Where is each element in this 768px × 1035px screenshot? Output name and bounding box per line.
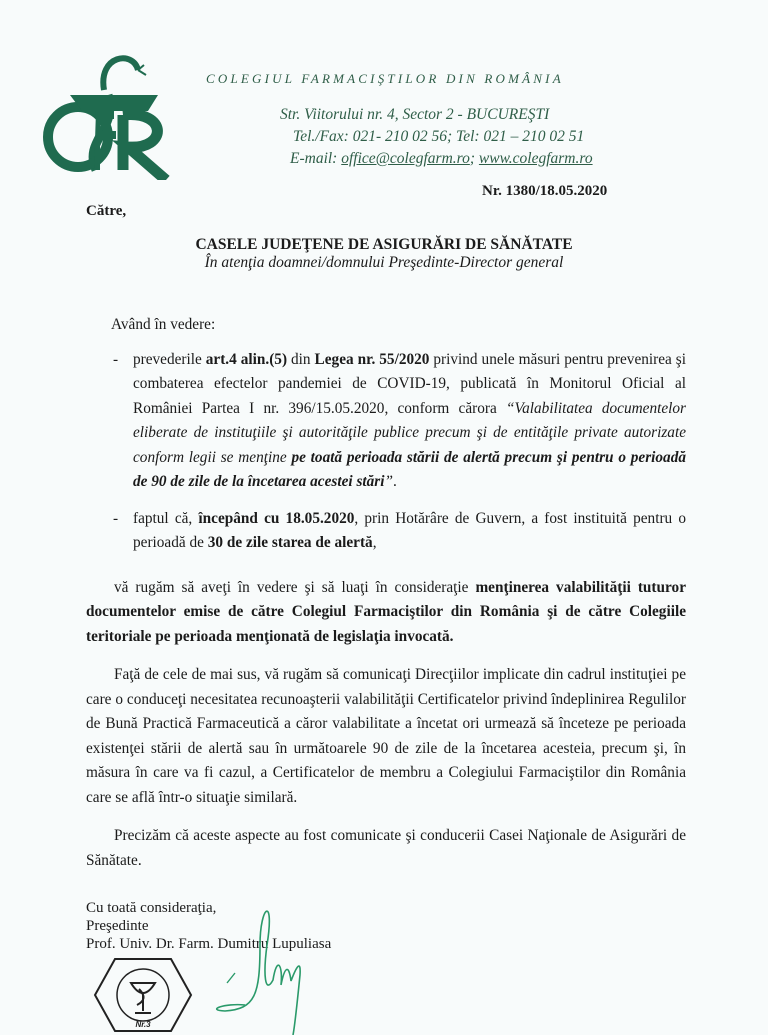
document-number: Nr. 1380/18.05.2020: [482, 183, 608, 199]
text-segment: pe toată perioada stării de alertă precum şi pentru o perioadă de 90 de zile de la încetarea acestei stări: [133, 448, 686, 490]
text-segment: ”: [384, 473, 394, 490]
stamp-number: Nr.3: [135, 1020, 151, 1029]
text-segment: ,: [372, 534, 377, 551]
recipient: CASELE JUDEŢENE DE ASIGURĂRI DE SĂNĂTATE: [195, 236, 573, 253]
signature: [205, 885, 315, 1035]
bullet-item-2: [113, 507, 686, 556]
attention-line: În atenţia doamnei/domnului Preşedinte-Director general: [204, 254, 564, 271]
text-segment: “Valabilitatea documentelor eliberate de instituţiile şi autorităţile publice precum şi de entităţile private autorizate conform legii se menţine: [133, 399, 686, 466]
organization-name: COLEGIUL FARMACIŞTILOR DIN ROMÂNIA: [206, 71, 564, 86]
bullet-dash: -: [113, 350, 119, 368]
text-segment: prevederile: [133, 350, 206, 368]
bullet-text: [133, 348, 686, 495]
text-segment: privind unele măsuri pentru prevenirea şi combaterea efectelor pandemiei de COVID-19, publicată în Monitorul Oficial al României Partea I nr. 396/15.05.2020, conform cărora: [133, 350, 686, 417]
text-segment: începând cu 18.05.2020: [198, 509, 355, 527]
signer-title: Preşedinte: [86, 918, 149, 934]
request-paragraph: [86, 576, 686, 650]
bullet-item-1: [113, 348, 686, 495]
text-segment: menţinerea valabilităţii tuturor documentelor emise de către Colegiul Farmaciştilor din România şi de către Colegiile teritoriale pe perioada menţionată de legislaţia invocată.: [86, 578, 686, 645]
closing: Cu toată consideraţia,: [86, 900, 217, 916]
website-link[interactable]: www.colegfarm.ro: [478, 150, 593, 167]
text-segment: art.4 alin.(5): [205, 350, 288, 368]
closing-block: [86, 899, 686, 1035]
bullet-text: [133, 507, 686, 556]
email-link[interactable]: office@colegfarm.ro: [341, 150, 470, 167]
paragraph-2: Faţă de cele de mai sus, vă rugăm să comunicaţi Direcţiilor implicate din cadrul instituţiei pe care o conduceţi necesitatea recunoaşterii valabilităţii Certificatelor privind îndeplinirea Regulilor de Bună Practică Farmaceutică a căror valabilitate a încetat ori urmează să înceteze pe perioada existenţei stării de alertă sau în următoarele 90 de zile de la încetarea acesteia, precum şi, în măsura în care va fi cazul, a Certificatelor de membru a Colegiului Farmaciştilor din România care se află într-o situaţie similară.: [86, 666, 686, 806]
signer-name: Prof. Univ. Dr. Farm. Dumitru Lupuliasa: [86, 936, 332, 952]
recipient-block: [0, 236, 768, 272]
email-label: E-mail:: [290, 150, 342, 167]
paragraph-3: Precizăm că aceste aspecte au fost comunicate şi conducerii Casei Naţionale de Asigurări de Sănătate.: [86, 827, 686, 869]
text-segment: din: [287, 350, 315, 368]
text-segment: 30 de zile starea de alertă: [207, 534, 373, 551]
text-segment: faptul că,: [133, 509, 199, 527]
college-logo: [38, 45, 198, 180]
bullet-dash: -: [113, 509, 119, 527]
stamp: [93, 955, 193, 1035]
contact-line: [290, 148, 593, 170]
text-segment: , prin Hotărâre de Guvern, a fost instituită pentru o perioadă de: [133, 509, 687, 551]
address: Str. Viitorului nr. 4, Sector 2 - BUCUREŞTI: [280, 106, 550, 123]
text-segment: .: [393, 473, 397, 490]
phone: Tel./Fax: 021- 210 02 56; Tel: 021 – 210 02 51: [293, 128, 585, 145]
letter-body: [86, 313, 686, 1035]
separator: ;: [469, 150, 479, 167]
intro: Având în vedere:: [111, 316, 216, 333]
text-segment: Legea nr. 55/2020: [314, 350, 430, 368]
text-segment: vă rugăm să aveţi în vedere şi să luaţi în consideraţie: [114, 578, 476, 596]
salutation: Către,: [86, 203, 127, 219]
